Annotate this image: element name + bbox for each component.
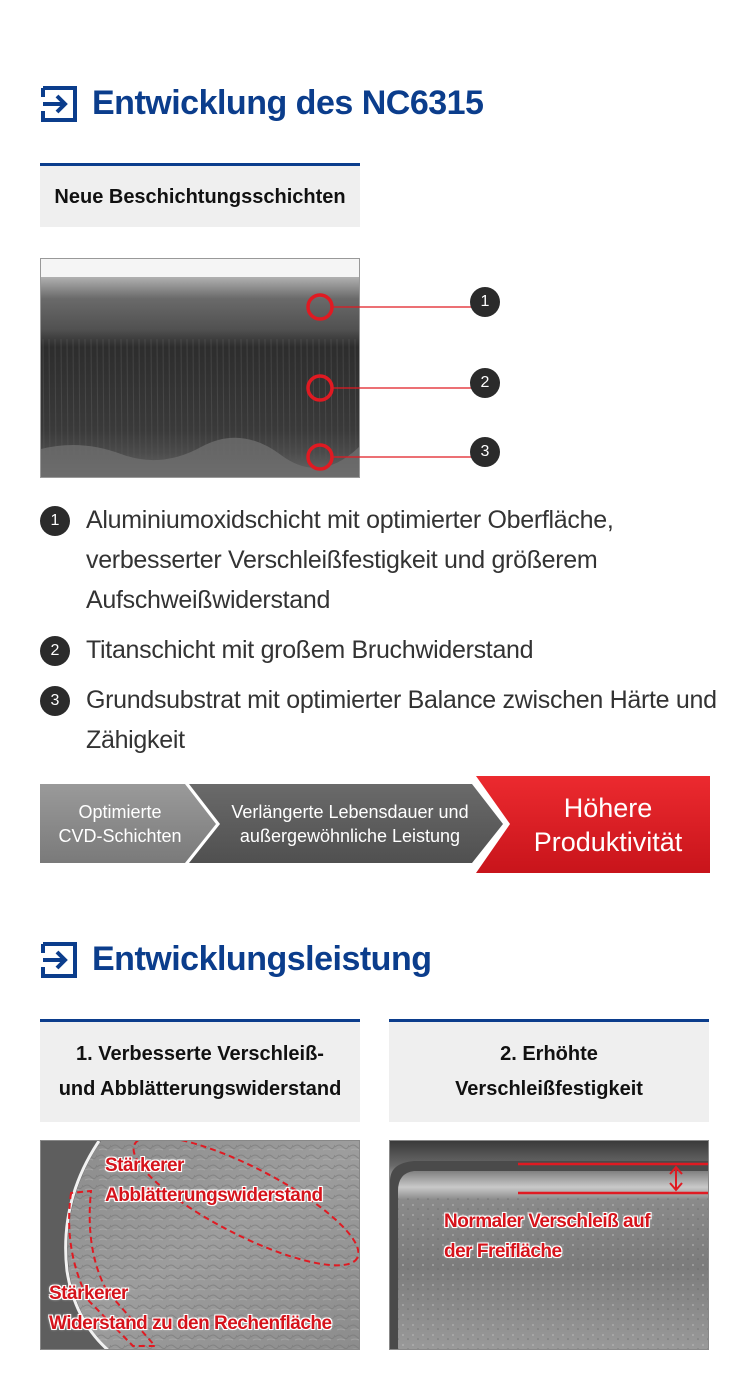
card1-heading-line2: und Abblätterungswiderstand: [58, 1078, 342, 1100]
card1-label2-line1: Stärkerer: [49, 1283, 128, 1304]
card2-label-line2: der Freifläche: [444, 1241, 562, 1262]
legend-number: 2: [40, 636, 70, 666]
card1-label-top: [105, 1151, 323, 1211]
flow-step-2-line2: außergewöhnliche Leistung: [239, 825, 461, 846]
benefit-flow: [40, 776, 710, 873]
legend-number: 1: [40, 506, 70, 536]
flow-step-1: [40, 784, 200, 863]
marker-badge-3: 3: [470, 437, 500, 467]
arrow-in-box-icon: [40, 941, 78, 979]
legend-item: [40, 630, 720, 670]
card1-label1-line1: Stärkerer: [105, 1155, 184, 1176]
card1-label2-line2: Widerstand zu den Rechenfläche: [49, 1313, 332, 1334]
card2-heading-line1: 2. Erhöhte: [500, 1043, 598, 1065]
legend-text: Aluminiumoxidschicht mit optimierter Oberfläche, verbesserter Verschleißfestigkeit und größerem Aufschweißwiderstand: [86, 506, 614, 614]
flow-step-3-line1: Höhere: [563, 792, 653, 823]
section-title-performance: [40, 940, 431, 979]
legend-item: [40, 680, 720, 760]
layer-marker-3: [308, 445, 472, 469]
card2-heading-line2: Verschleißfestigkeit: [455, 1078, 643, 1100]
section-heading: Entwicklungsleistung: [92, 940, 432, 978]
marker-badge-2: 2: [470, 368, 500, 398]
legend-text: Grundsubstrat mit optimierter Balance zwischen Härte und Zähigkeit: [86, 686, 717, 754]
flaking-resistance-image: [40, 1140, 360, 1350]
marker-badge-1: 1: [470, 287, 500, 317]
card1-label1-line2: Abblätterungswiderstand: [105, 1185, 323, 1206]
card2-label-line1: Normaler Verschleiß auf: [444, 1211, 651, 1232]
legend-item: [40, 500, 720, 620]
flow-step-3: [506, 776, 710, 873]
card1-heading: [40, 1019, 360, 1122]
subheading-text: Neue Beschichtungsschichten: [54, 185, 346, 208]
layer-marker-1: [308, 295, 472, 319]
legend-number: 3: [40, 686, 70, 716]
wear-resistance-image: [389, 1140, 709, 1350]
section-heading: Entwicklung des NC6315: [92, 84, 484, 122]
legend-text: Titanschicht mit großem Bruchwiderstand: [86, 636, 534, 664]
layer-marker-overlay: [0, 0, 750, 500]
flow-step-1-line2: CVD-Schichten: [58, 825, 182, 846]
layer-marker-2: [308, 376, 472, 400]
flow-step-2: [212, 784, 488, 863]
card1-heading-line1: 1. Verbesserte Verschleiß-: [76, 1043, 324, 1065]
card1-label-bottom: [49, 1279, 332, 1339]
flow-step-2-line1: Verlängerte Lebensdauer und: [231, 801, 469, 822]
layer-legend-list: [40, 500, 720, 770]
card2-label: [444, 1207, 650, 1267]
flow-step-1-line1: Optimierte: [78, 801, 162, 822]
card2-heading: [389, 1019, 709, 1122]
flow-step-3-line2: Produktivität: [533, 826, 683, 857]
